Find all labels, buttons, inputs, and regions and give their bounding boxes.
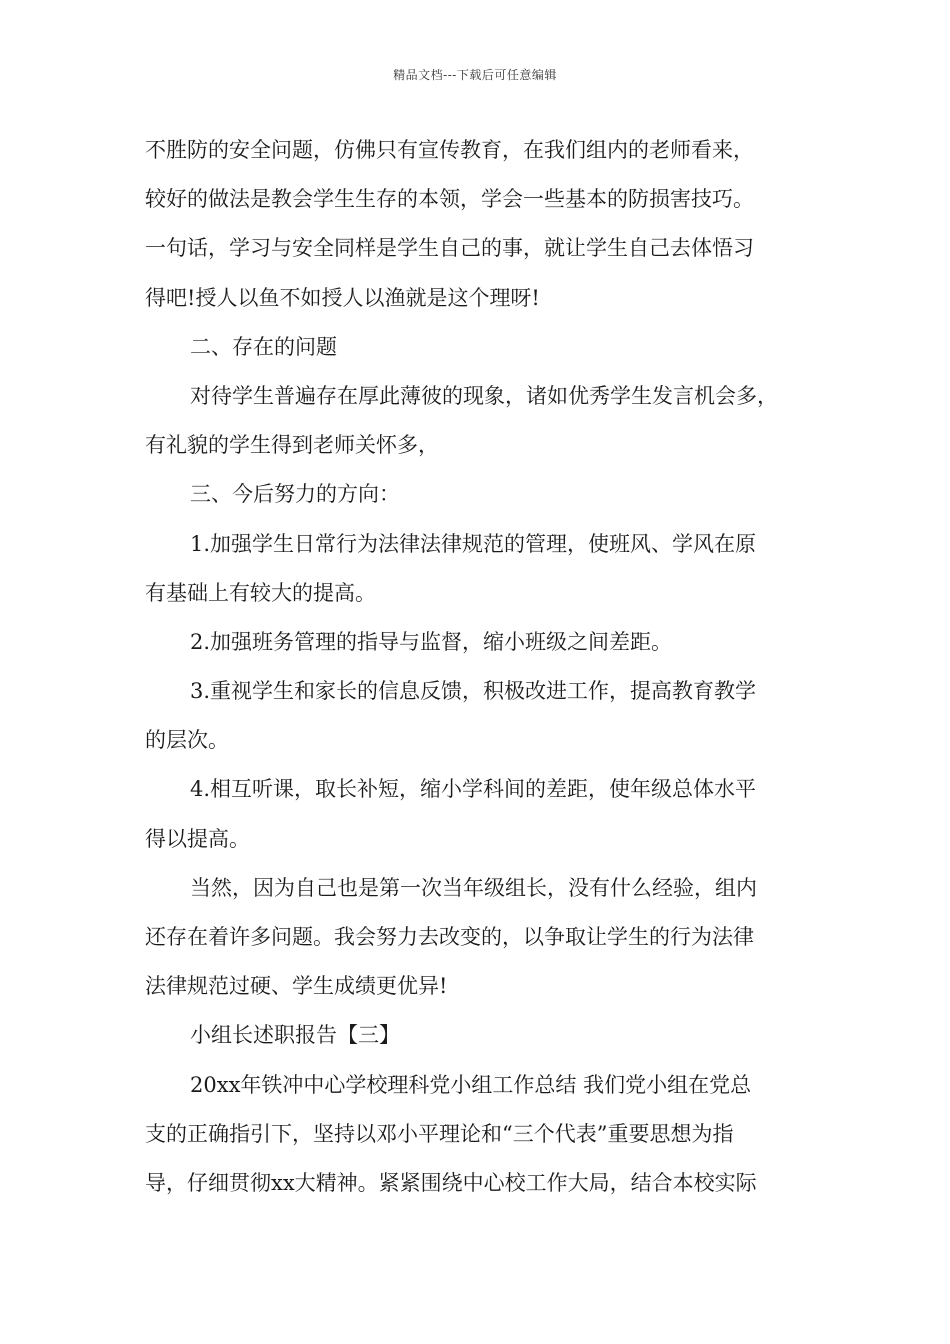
text-line: 20xx年铁冲中心学校理科党小组工作总结 我们党小组在党总 <box>190 1072 752 1097</box>
list-item: 2.加强班务管理的指导与监督，缩小班级之间差距。 <box>190 629 673 654</box>
list-item: 3.重视学生和家长的信息反馈，积极改进工作，提高教育教学 <box>190 679 757 704</box>
text-line: 支的正确指引下，坚持以邓小平理论和“三个代表”重要思想为指 <box>145 1121 734 1146</box>
text-line: 有礼貌的学生得到老师关怀多， <box>145 433 439 458</box>
list-item: 1.加强学生日常行为法律法律规范的管理，使班风、学风在原 <box>190 531 757 556</box>
text-line: 的层次。 <box>145 728 229 753</box>
text-line: 法律规范过硬、学生成绩更优异! <box>145 974 448 999</box>
page-header: 精品文档---下载后可任意编辑 <box>393 68 557 82</box>
text-line: 导，仔细贯彻xx大精神。紧紧围绕中心校工作大局，结合本校实际 <box>145 1170 757 1195</box>
document-body <box>145 126 810 1208</box>
section-heading: 二、存在的问题 <box>190 334 337 359</box>
text-line: 对待学生普遍存在厚此薄彼的现象，诸如优秀学生发言机会多， <box>190 383 778 408</box>
section-heading: 小组长述职报告【三】 <box>190 1023 400 1048</box>
list-item: 4.相互听课，取长补短，缩小学科间的差距，使年级总体水平 <box>190 777 757 802</box>
text-line: 还存在着许多问题。我会努力去改变的，以争取让学生的行为法律 <box>145 925 754 949</box>
text-line: 较好的做法是教会学生生存的本领，学会一些基本的防损害技巧。 <box>145 187 754 212</box>
text-line: 一句话，学习与安全同样是学生自己的事，就让学生自己去体悟习 <box>145 236 754 261</box>
text-line: 得吧!授人以鱼不如授人以渔就是这个理呀! <box>145 285 540 310</box>
text-line: 得以提高。 <box>145 826 250 851</box>
text-line: 不胜防的安全问题，仿佛只有宣传教育，在我们组内的老师看来， <box>145 138 754 162</box>
text-line: 有基础上有较大的提高。 <box>145 580 376 605</box>
text-line: 当然，因为自己也是第一次当年级组长，没有什么经验，组内 <box>190 875 757 900</box>
section-heading: 三、今后努力的方向： <box>190 482 400 507</box>
